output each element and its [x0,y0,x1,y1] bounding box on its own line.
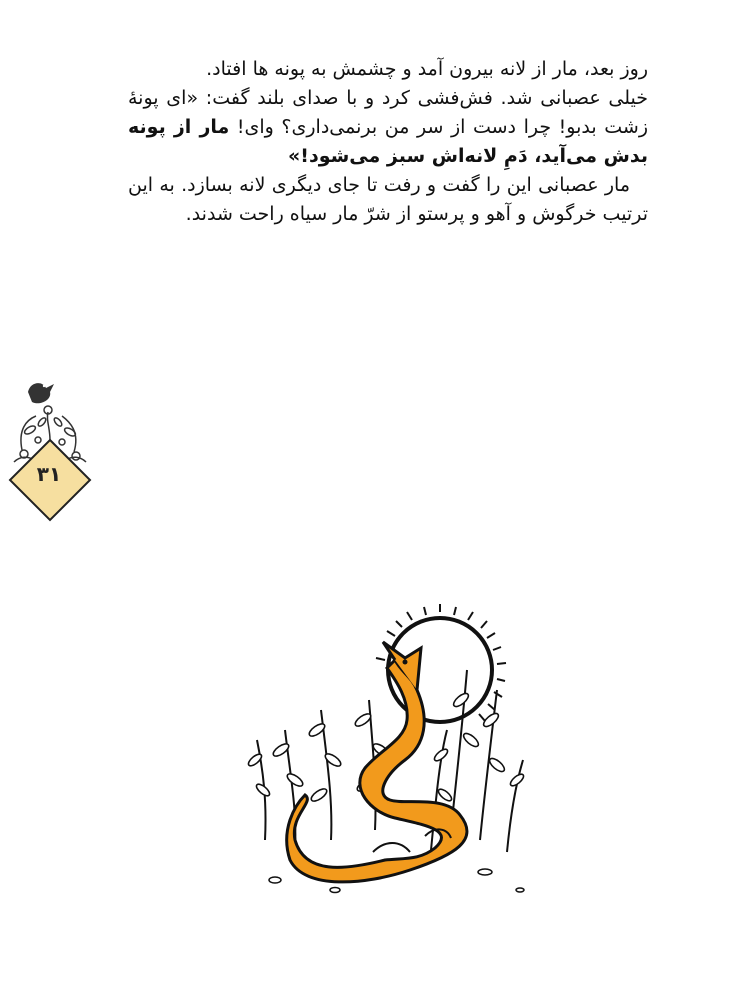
story-text [128,55,648,229]
story-paragraph-2-bold: مار از پونه بدش می‌آید، دَمِ لانه‌اش سبز می‌شود!» [128,116,648,167]
story-line-1: روز بعد، مار از لانه بیرون آمد و چشمش به پونه ها افتاد. [206,58,648,80]
story-paragraph-2-text: خیلی عصبانی شد. فش‌فشی کرد و با صدای بلند گفت: «ای پونهٔ زشت بدبو! چرا دست از سر من برنمی‌داری؟ وای! [128,87,648,138]
story-paragraph-2 [128,84,648,171]
page-number: ۳۱ [36,462,62,486]
page-number-badge [0,370,100,530]
bird-icon [28,383,54,403]
story-paragraph-3: مار عصبانی این را گفت و رفت تا جای دیگری لانه بسازد. به این ترتیب خرگوش و آهو و پرستو از شرّ مار سیاه راحت شدند. [128,174,648,225]
snake-and-sun-illustration [235,590,545,910]
